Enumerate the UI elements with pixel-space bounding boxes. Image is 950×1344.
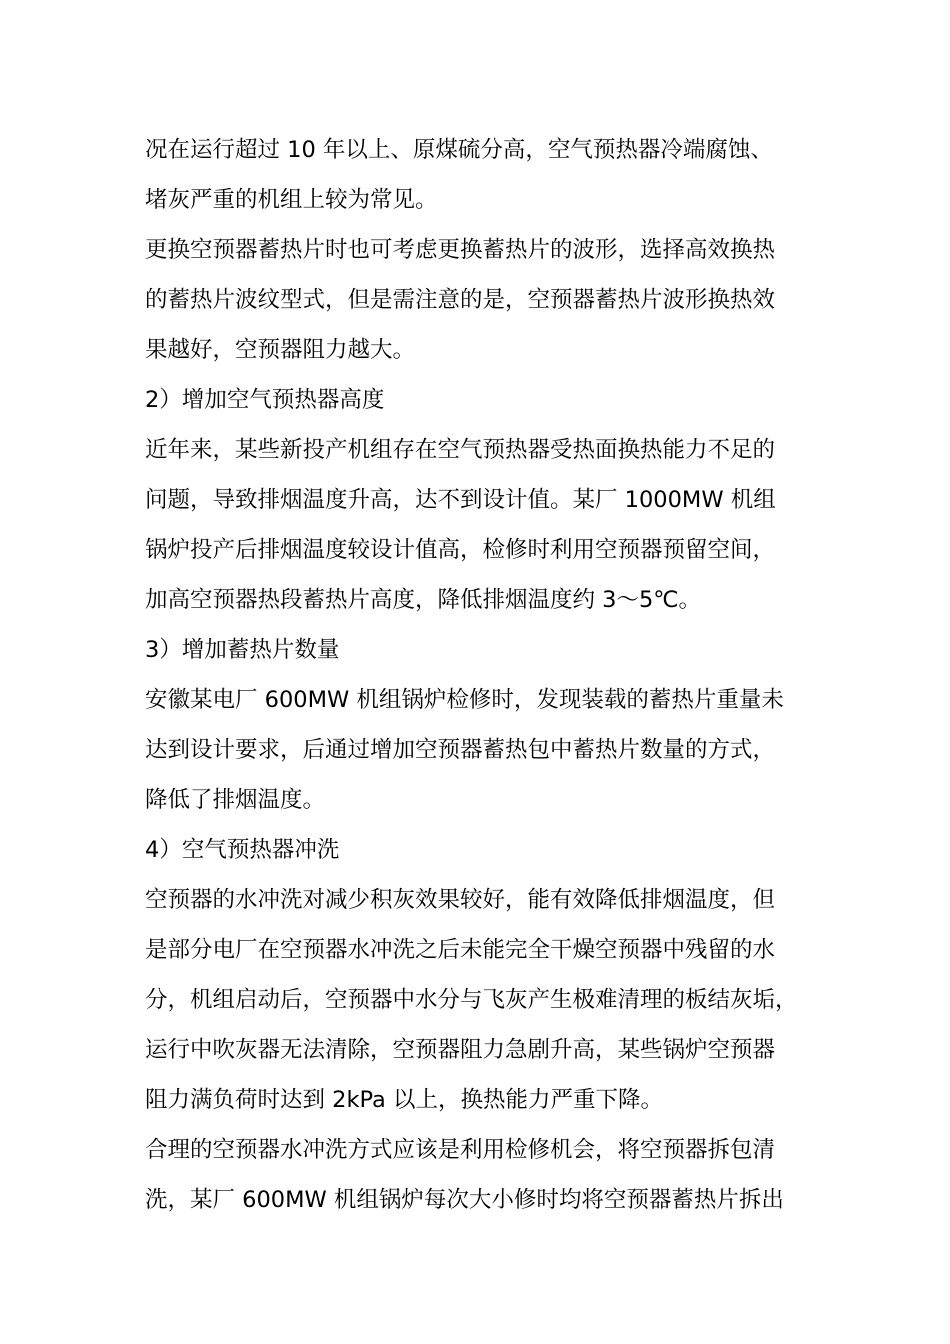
- text-line: 加高空预器热段蓄热片高度，降低排烟温度约 3～5℃。: [145, 587, 702, 613]
- text-line: 分，机组启动后，空预器中水分与飞灰产生极难清理的板结灰垢，: [145, 987, 798, 1013]
- text-line: 况在运行超过 10 年以上、原煤硫分高，空气预热器冷端腐蚀、: [145, 137, 773, 163]
- text-line: 近年来，某些新投产机组存在空气预热器受热面换热能力不足的: [145, 437, 776, 463]
- text-line: 洗，某厂 600MW 机组锅炉每次大小修时均将空预器蓄热片拆出: [145, 1187, 784, 1213]
- text-line: 果越好，空预器阻力越大。: [145, 337, 416, 363]
- text-line: 运行中吹灰器无法清除，空预器阻力急剧升高，某些锅炉空预器: [145, 1037, 776, 1063]
- text-line: 安徽某电厂 600MW 机组锅炉检修时，发现装载的蓄热片重量未: [145, 687, 784, 713]
- text-line: 降低了排烟温度。: [145, 787, 326, 813]
- text-line: 的蓄热片波纹型式，但是需注意的是，空预器蓄热片波形换热效: [145, 287, 776, 313]
- section-heading: 4）空气预热器冲洗: [145, 837, 340, 863]
- text-line: 是部分电厂在空预器水冲洗之后未能完全干燥空预器中残留的水: [145, 937, 776, 963]
- text-line: 阻力满负荷时达到 2kPa 以上，换热能力严重下降。: [145, 1087, 663, 1113]
- section-heading: 3）增加蓄热片数量: [145, 637, 340, 663]
- section-heading: 2）增加空气预热器高度: [145, 387, 385, 413]
- text-line: 锅炉投产后排烟温度较设计值高，检修时利用空预器预留空间，: [145, 537, 776, 563]
- text-line: 空预器的水冲洗对减少积灰效果较好，能有效降低排烟温度，但: [145, 887, 776, 913]
- text-line: 堵灰严重的机组上较为常见。: [145, 187, 438, 213]
- text-line: 合理的空预器水冲洗方式应该是利用检修机会，将空预器拆包清: [145, 1137, 776, 1163]
- text-line: 问题，导致排烟温度升高，达不到设计值。某厂 1000MW 机组: [145, 487, 776, 513]
- text-line: 达到设计要求，后通过增加空预器蓄热包中蓄热片数量的方式，: [145, 737, 776, 763]
- text-line: 更换空预器蓄热片时也可考虑更换蓄热片的波形，选择高效换热: [145, 237, 776, 263]
